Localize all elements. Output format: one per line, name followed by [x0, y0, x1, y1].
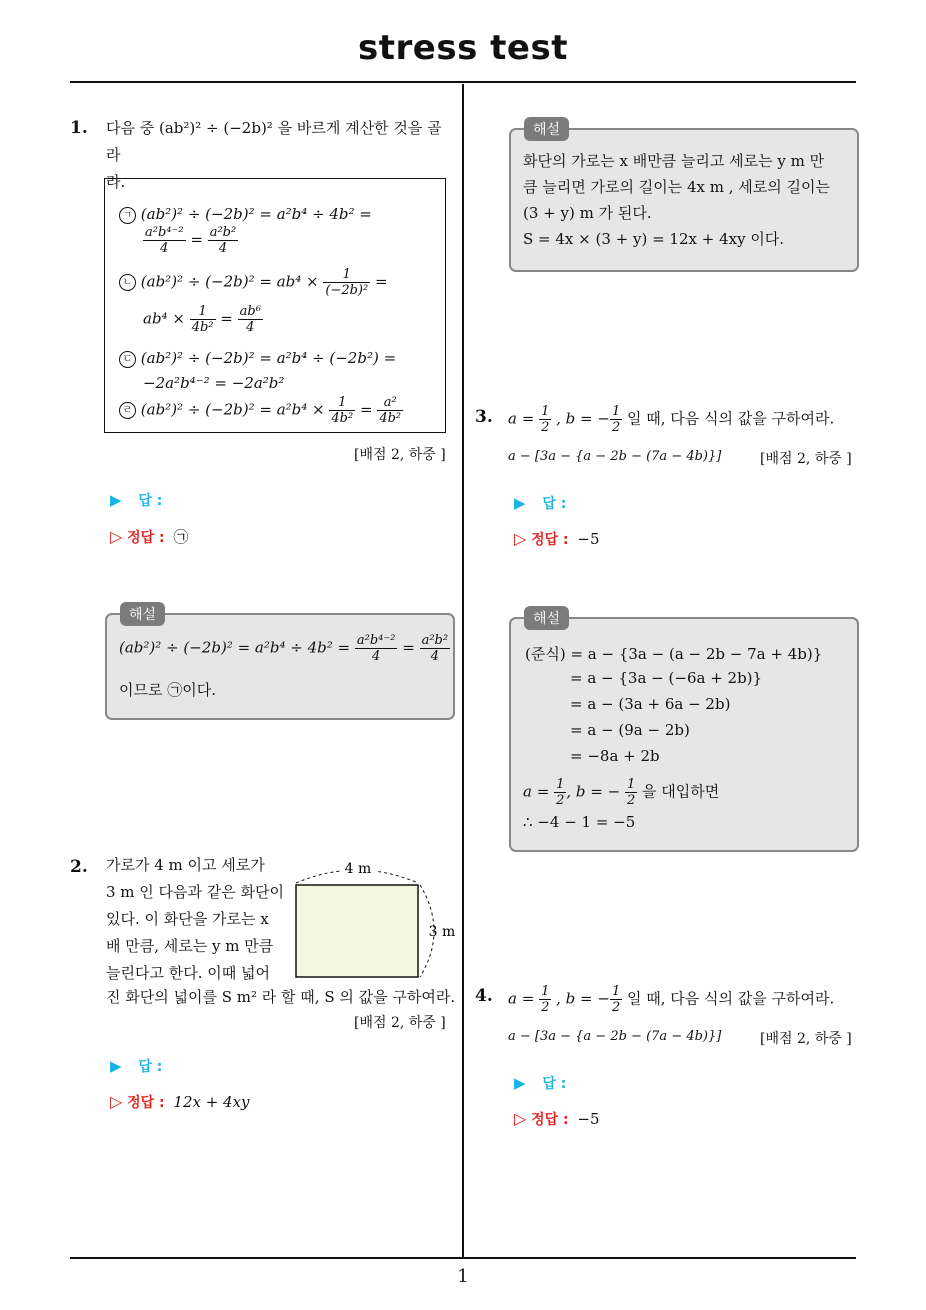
question-3-a-prefix: a =	[508, 409, 535, 428]
question-2-correct-row	[110, 1092, 250, 1112]
fraction-denominator: 4b²	[191, 320, 214, 335]
explanation-2-line: (3 + y) m 가 된다.	[523, 204, 652, 222]
column-divider	[462, 84, 464, 1258]
page-number: 1	[457, 1266, 469, 1287]
question-2-line: 가로가 4 m 이고 세로가	[106, 856, 265, 874]
question-4-expression: a − [3a − {a − 2b − (7a − 4b)}]	[508, 1029, 722, 1044]
answer-label: 답 :	[542, 1076, 567, 1092]
fraction-numerator: 1	[541, 984, 550, 999]
fraction-denominator: 2	[611, 1000, 621, 1015]
question-1-number: 1.	[70, 118, 88, 138]
substitute-a: a =	[523, 782, 550, 801]
fraction-denominator: 2	[541, 1000, 550, 1015]
question-3-explanation-box	[509, 617, 859, 852]
correct-arrow-icon: ▷	[514, 1109, 527, 1128]
question-2-line: 늘린다고 한다. 이때 넓어	[106, 964, 270, 982]
choice-2-mark: ㄴ	[119, 274, 136, 291]
explanation-2-tag: 해설	[524, 117, 569, 141]
fraction-numerator: 1	[190, 304, 216, 320]
explanation-3-final: ∴ −4 − 1 = −5	[523, 813, 636, 831]
explanation-3-step-1: (준식) = a − {3a − (a − 2b − 7a + 4b)}	[525, 645, 823, 663]
fraction-numerator: a²b²	[209, 225, 237, 240]
question-4-correct-row	[514, 1109, 600, 1129]
fraction-numerator: a²b⁴⁻²	[356, 633, 396, 648]
question-4-b-prefix: , b = −	[556, 989, 610, 1008]
question-4-answer-row[interactable]	[514, 1073, 566, 1093]
explanation-3-step-3: = a − (3a + 6a − 2b)	[570, 695, 731, 713]
question-1-correct-value: ㉠	[173, 528, 189, 546]
fraction-numerator: 1	[556, 777, 565, 792]
fraction-denominator: 2	[541, 420, 550, 435]
choice-1-mark: ㄱ	[119, 207, 136, 224]
question-4-number: 4.	[475, 986, 493, 1006]
fraction-numerator: ab⁶	[239, 304, 261, 319]
fraction-numerator: 1	[323, 267, 370, 283]
fraction-denominator: 4	[246, 320, 255, 335]
footer-rule	[70, 1257, 856, 1259]
correct-label: 정답 :	[531, 532, 569, 548]
answer-arrow-icon: ▶	[110, 1057, 122, 1075]
fraction-denominator: 4	[372, 649, 381, 664]
choice-2[interactable]	[119, 267, 388, 298]
explanation-3-tag: 해설	[524, 606, 569, 630]
explanation-1-line2: 이므로 ㉠이다.	[119, 681, 216, 699]
correct-label: 정답 :	[531, 1112, 569, 1128]
choice-1-line2: $\frac{\text{a²b⁴⁻²}}{4}$ = $\frac{\text{a²b²}}{4}$	[145, 225, 237, 256]
question-1-correct-row	[110, 526, 188, 547]
correct-arrow-icon: ▷	[514, 529, 527, 548]
answer-arrow-icon: ▶	[514, 1074, 526, 1092]
explanation-1-text: (ab²)² ÷ (−2b)² = a²b⁴ ÷ 4b² =	[119, 638, 351, 657]
explanation-1-tag: 해설	[120, 602, 165, 626]
fraction-denominator: 4	[218, 241, 228, 256]
choice-4-mark: ㄹ	[119, 402, 136, 419]
explanation-3-step-2: = a − {3a − (−6a + 2b)}	[570, 669, 763, 687]
question-2-text	[106, 852, 286, 987]
width-label: 4 m	[344, 861, 372, 877]
question-1-explanation-box	[105, 613, 455, 720]
fraction-denominator: 4b²	[331, 411, 354, 426]
question-3-expression: a − [3a − {a − 2b − (7a − 4b)}]	[508, 449, 722, 464]
question-2-line: 있다. 이 화단을 가로는 x	[106, 910, 269, 928]
correct-label: 정답 :	[127, 1095, 165, 1111]
choice-3-line2: −2a²b⁴⁻² = −2a²b²	[143, 374, 285, 392]
choice-2-line2-text: ab⁴ ×	[143, 309, 185, 328]
question-1-line1: 다음 중 (ab²)² ÷ (−2b)² 을 바르게 계산한 것을 골라	[106, 119, 442, 164]
answer-label: 답 :	[542, 496, 567, 512]
fraction-numerator: 1	[611, 984, 621, 999]
fraction-numerator: 1	[626, 777, 636, 792]
question-3-prompt: 일 때, 다음 식의 값을 구하여라.	[627, 409, 835, 428]
question-1-answer-row[interactable]	[110, 490, 162, 510]
fraction-numerator: a²b²	[421, 633, 449, 648]
fraction-denominator: 4b²	[379, 411, 402, 426]
question-3-text	[508, 404, 834, 435]
choice-1-line1: (ab²)² ÷ (−2b)² = a²b⁴ ÷ 4b² =	[140, 205, 372, 223]
fraction-denominator: 2	[611, 420, 621, 435]
garden-rectangle	[296, 885, 418, 977]
question-2-line-6: 진 화단의 넓이를 S m² 라 할 때, S 의 값을 구하여라.	[106, 988, 456, 1006]
explanation-1-line1: (ab²)² ÷ (−2b)² = a²b⁴ ÷ 4b² = $\frac{\text{a²b⁴⁻²}}{4}$ = $\frac{\text{a²b²}}{4}$	[119, 633, 449, 664]
fraction-denominator: 2	[556, 793, 565, 808]
question-1-choices-box	[104, 178, 446, 433]
garden-figure	[290, 855, 460, 985]
correct-arrow-icon: ▷	[110, 527, 123, 546]
fraction-denominator: 4	[160, 241, 169, 256]
fraction-denominator: 4	[430, 649, 439, 664]
choice-4[interactable]: ㄹ (ab²)² ÷ (−2b)² = a²b⁴ × $\frac{1}{\text{4b²}}$ = $\frac{\text{a²}}{\text{4b²}}$	[119, 395, 403, 426]
height-label: 3 m	[428, 924, 456, 940]
answer-label: 답 :	[138, 493, 163, 509]
question-2-correct-value: 12x + 4xy	[173, 1093, 250, 1111]
fraction-numerator: a²b⁴⁻²	[145, 225, 184, 240]
question-2-meta: [배점 2, 하중 ]	[354, 1015, 446, 1031]
choice-4-line1: (ab²)² ÷ (−2b)² = a²b⁴ ×	[140, 400, 325, 419]
fraction-denominator: (−2b)²	[325, 283, 369, 298]
explanation-2-line: 화단의 가로는 x 배만큼 늘리고 세로는 y m 만	[523, 152, 825, 170]
answer-arrow-icon: ▶	[110, 491, 122, 509]
header-rule	[70, 81, 856, 83]
question-4-prompt: 일 때, 다음 식의 값을 구하여라.	[627, 989, 835, 1008]
explanation-2-line: S = 4x × (3 + y) = 12x + 4xy 이다.	[523, 230, 785, 248]
question-3-correct-value: −5	[577, 530, 600, 548]
choice-2-equals: =	[375, 272, 388, 291]
choice-3-mark: ㄷ	[119, 351, 136, 368]
question-2-line: 3 m 인 다음과 같은 화단이	[106, 883, 285, 901]
fraction-numerator: 1	[611, 404, 621, 419]
answer-label: 답 :	[138, 1059, 163, 1075]
question-4-a-prefix: a =	[508, 989, 535, 1008]
choice-2-line2: ab⁴ × $\frac{1}{\text{4b²}}$ = $\frac{\text{ab⁶}}{4}$	[143, 304, 261, 335]
question-3-number: 3.	[475, 407, 493, 427]
choice-1[interactable]	[119, 205, 372, 224]
question-4-correct-value: −5	[577, 1110, 600, 1128]
choice-2-line1: (ab²)² ÷ (−2b)² = ab⁴ ×	[140, 272, 319, 291]
substitute-tail: 을 대입하면	[642, 782, 720, 801]
question-3-b-prefix: , b = −	[556, 409, 610, 428]
question-2-explanation-box	[509, 128, 859, 272]
explanation-3-step-4: = a − (9a − 2b)	[570, 721, 690, 739]
choice-3[interactable]	[119, 349, 396, 368]
question-2-answer-row[interactable]	[110, 1056, 162, 1076]
explanation-3-substitute	[523, 777, 719, 808]
choice-3-line1: (ab²)² ÷ (−2b)² = a²b⁴ ÷ (−2b²) =	[140, 349, 397, 367]
question-2-number: 2.	[70, 857, 88, 877]
question-4-text	[508, 984, 834, 1015]
explanation-3-step-5: = −8a + 2b	[570, 747, 660, 765]
correct-arrow-icon: ▷	[110, 1092, 123, 1111]
question-2-line: 배 만큼, 세로는 y m 만큼	[106, 937, 274, 955]
explanation-2-line: 큼 늘리면 가로의 길이는 4x m , 세로의 길이는	[523, 178, 830, 196]
answer-arrow-icon: ▶	[514, 494, 526, 512]
question-3-meta: [배점 2, 하중 ]	[760, 451, 852, 467]
page-title: stress test	[358, 28, 568, 68]
question-3-correct-row	[514, 529, 600, 549]
fraction-numerator: a²	[377, 395, 403, 411]
question-4-meta: [배점 2, 하중 ]	[760, 1031, 852, 1047]
correct-label: 정답 :	[127, 530, 165, 546]
explanation-2-text	[523, 148, 853, 252]
substitute-b: , b = −	[566, 782, 621, 801]
question-1-line2: 라.	[106, 173, 126, 191]
fraction-numerator: 1	[541, 404, 550, 419]
question-1-meta: [배점 2, 하중 ]	[354, 447, 446, 463]
question-3-answer-row[interactable]	[514, 493, 566, 513]
fraction-numerator: 1	[329, 395, 355, 411]
fraction-denominator: 2	[626, 793, 636, 808]
